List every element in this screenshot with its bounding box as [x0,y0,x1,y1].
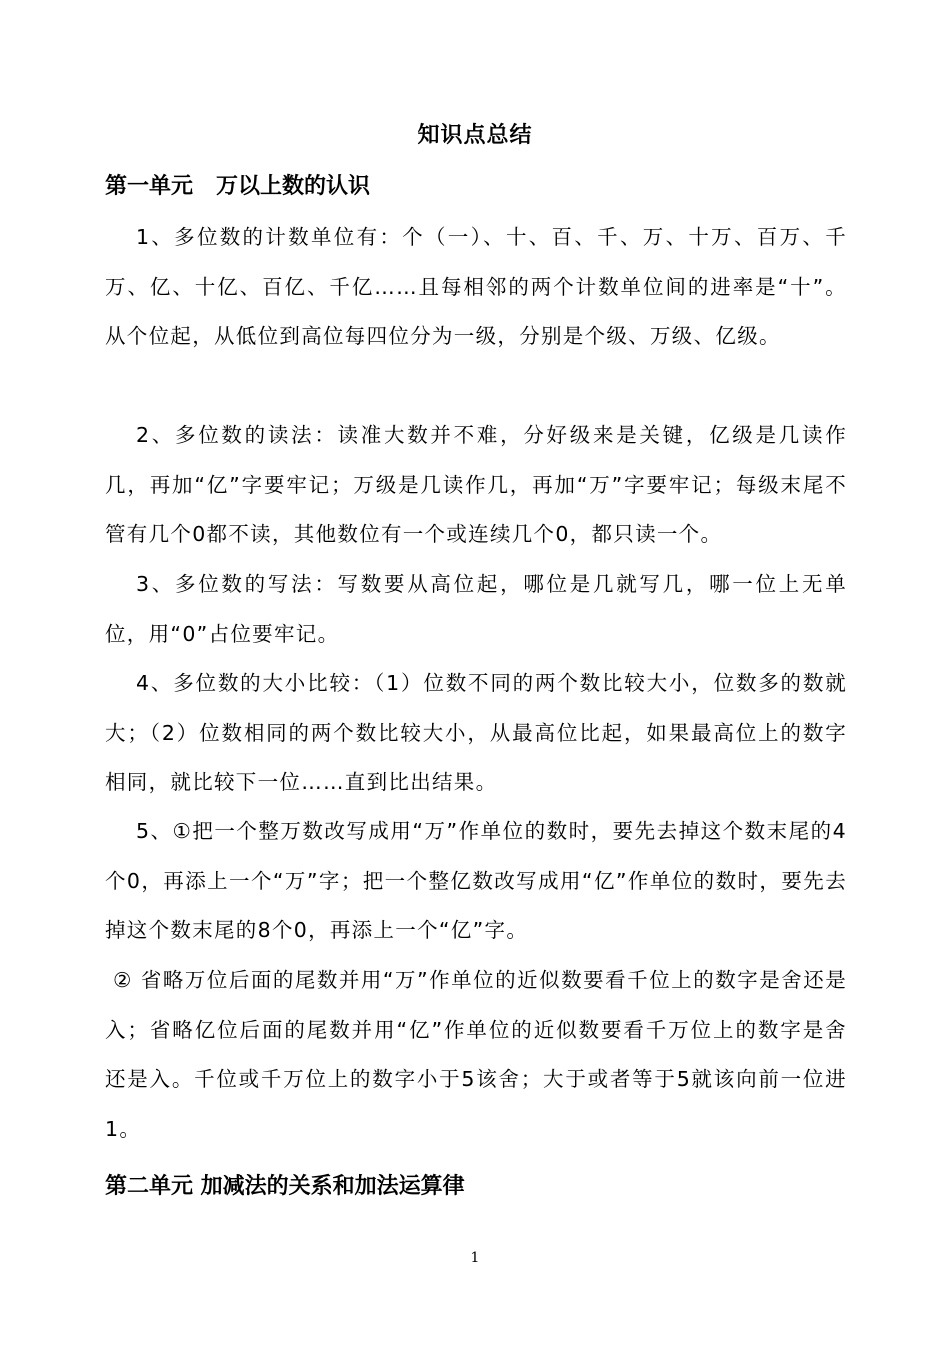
page-number: 1 [470,1250,480,1266]
paragraph-6: ② 省略万位后面的尾数并用“万”作单位的近似数要看千位上的数字是舍还是入；省略亿位后面的尾数并用“亿”作单位的近似数要看千万位上的数字是舍还是入。千位或千万位上的数字小于5该舍；大于或者等于5就该向前一位进1。 [105,968,847,1141]
paragraph-4: 4、多位数的大小比较：（1）位数不同的两个数比较大小，位数多的数就大；（2）位数相同的两个数比较大小，从最高位比起，如果最高位上的数字相同，就比较下一位……直到比出结果。 [105,671,847,794]
unit-1-heading: 第一单元 万以上数的认识 [105,174,370,199]
paragraph-2: 2、多位数的读法：读准大数并不难，分好级来是关键，亿级是几读作几，再加“亿”字要牢记；万级是几读作几，再加“万”字要牢记；每级末尾不管有几个0都不读，其他数位有一个或连续几个0，都只读一个。 [105,423,847,546]
paragraph-3: 3、多位数的写法：写数要从高位起，哪位是几就写几，哪一位上无单位，用“0”占位要牢记。 [105,572,847,646]
paragraph-1: 1、多位数的计数单位有：个（一）、十、百、千、万、十万、百万、千万、亿、十亿、百亿、千亿……且每相邻的两个计数单位间的进率是“十”。从个位起，从低位到高位每四位分为一级，分别是个级、万级、亿级。 [105,225,847,348]
document-title: 知识点总结 [417,123,533,148]
paragraph-5: 5、①把一个整万数改写成用“万”作单位的数时，要先去掉这个数末尾的4个0，再添上一个“万”字；把一个整亿数改写成用“亿”作单位的数时，要先去掉这个数末尾的8个0，再添上一个“亿”字。 [105,819,847,942]
unit-2-heading: 第二单元 加减法的关系和加法运算律 [105,1174,465,1199]
